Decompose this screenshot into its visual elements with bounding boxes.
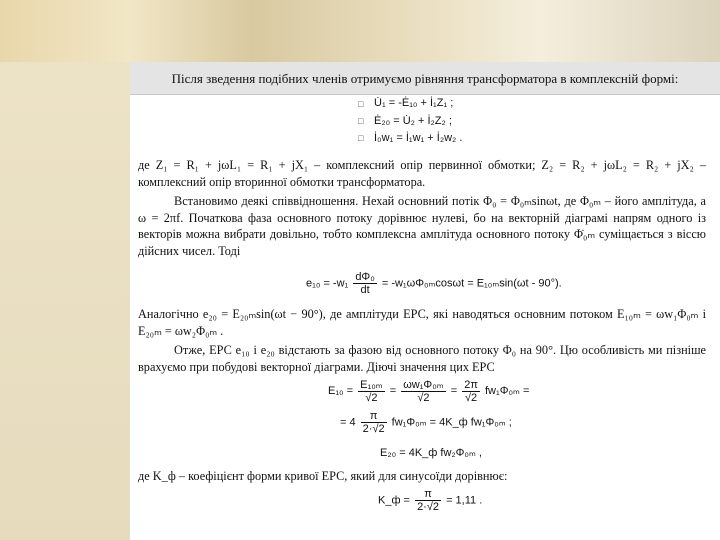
eq-e10-effective: E₁₀ = $\frac{\text{E₁₀ₘ}}{√2}$ = $\frac{\text{ωw₁Φ₀ₘ}}{√2}$ = $\frac{2\pi}{√2}$ fw₁Φ₀ₘ = <box>328 378 530 404</box>
eq-marker-2: □ <box>358 116 364 126</box>
paragraph-phase-lag: Отже, ЕРС e₁₀ і e₂₀ відстають за фазою від основного потоку Φ₀ на 90°. Цю особливість ми пізніше врахуємо при побудові векторної діаграми. Діючі значення цих ЕРС <box>138 343 706 374</box>
paragraph-flux: Встановимо деякі співвідношення. Нехай основний потік Φ₀ = Φ₀ₘsinωt, де Φ₀ₘ – його амплітуда, а ω = 2πf. Початкова фаза основного потоку дорівнює нулеві, бо на векторній діаграмі напрям одного із векторів можна вибрати довільно, тобто комплексна амплітуда основного потоку Φ̇₀ₘ суміщається з віссю дійсних чисел. Тоді <box>138 194 706 258</box>
decorative-left-column <box>0 62 130 540</box>
eq-emf-secondary: Ė₂₀ = U̇₂ + İ₂Z₂ ; <box>374 115 452 127</box>
paragraph-impedances: де Z₁ = R₁ + jωL₁ = R₁ + jX₁ – комплексний опір первинної обмотки; Z₂ = R₂ + jωL₂ = R₂ + jX₂ – комплексний опір вторинної обмотки трансформатора. <box>138 158 706 189</box>
eq-current-balance: İ₀w₁ = İ₁w₁ + İ₂w₂ . <box>374 132 463 144</box>
eq-e10-instant: e₁₀ = -w₁ $\frac{\text{dΦ₀}}{dt}$ = -w₁ωΦ₀ₘcosωt = E₁₀ₘsin(ωt - 90°). <box>306 271 562 296</box>
eq-form-factor-value: K_ф = $\frac{\pi}{2\cdot√2}$ = 1,11 . <box>378 488 483 513</box>
eq-marker-1: □ <box>358 99 364 109</box>
eq-marker-3: □ <box>358 133 364 143</box>
paragraph-form-factor: де K_ф – коефіцієнт форми кривої ЕРС, який для синусоїди дорівнює: <box>138 469 508 483</box>
eq-e10-form-factor: = 4 $\frac{\pi}{2\cdot√2}$ fw₁Φ₀ₘ = 4K_ф fw₁Φ₀ₘ ; <box>340 410 512 435</box>
eq-voltage-primary: U̇₁ = -Ė₁₀ + İ₁Z₁ ; <box>374 97 454 109</box>
decorative-top-band <box>0 0 720 62</box>
paragraph-analogous: Аналогічно e₂₀ = E₂₀ₘsin(ωt − 90°), де амплітуди ЕРС, які наводяться основним потоком E₁₀ₘ = ωw₁Φ₀ₘ і E₂₀ₘ = ωw₂Φ₀ₘ . <box>138 307 706 338</box>
eq-e20-effective: E₂₀ = 4K_ф fw₂Φ₀ₘ , <box>380 447 482 459</box>
slide-heading-bar <box>130 62 720 95</box>
slide-heading: Після зведення подібних членів отримуємо рівняння трансформатора в комплексній формі: <box>171 71 679 86</box>
